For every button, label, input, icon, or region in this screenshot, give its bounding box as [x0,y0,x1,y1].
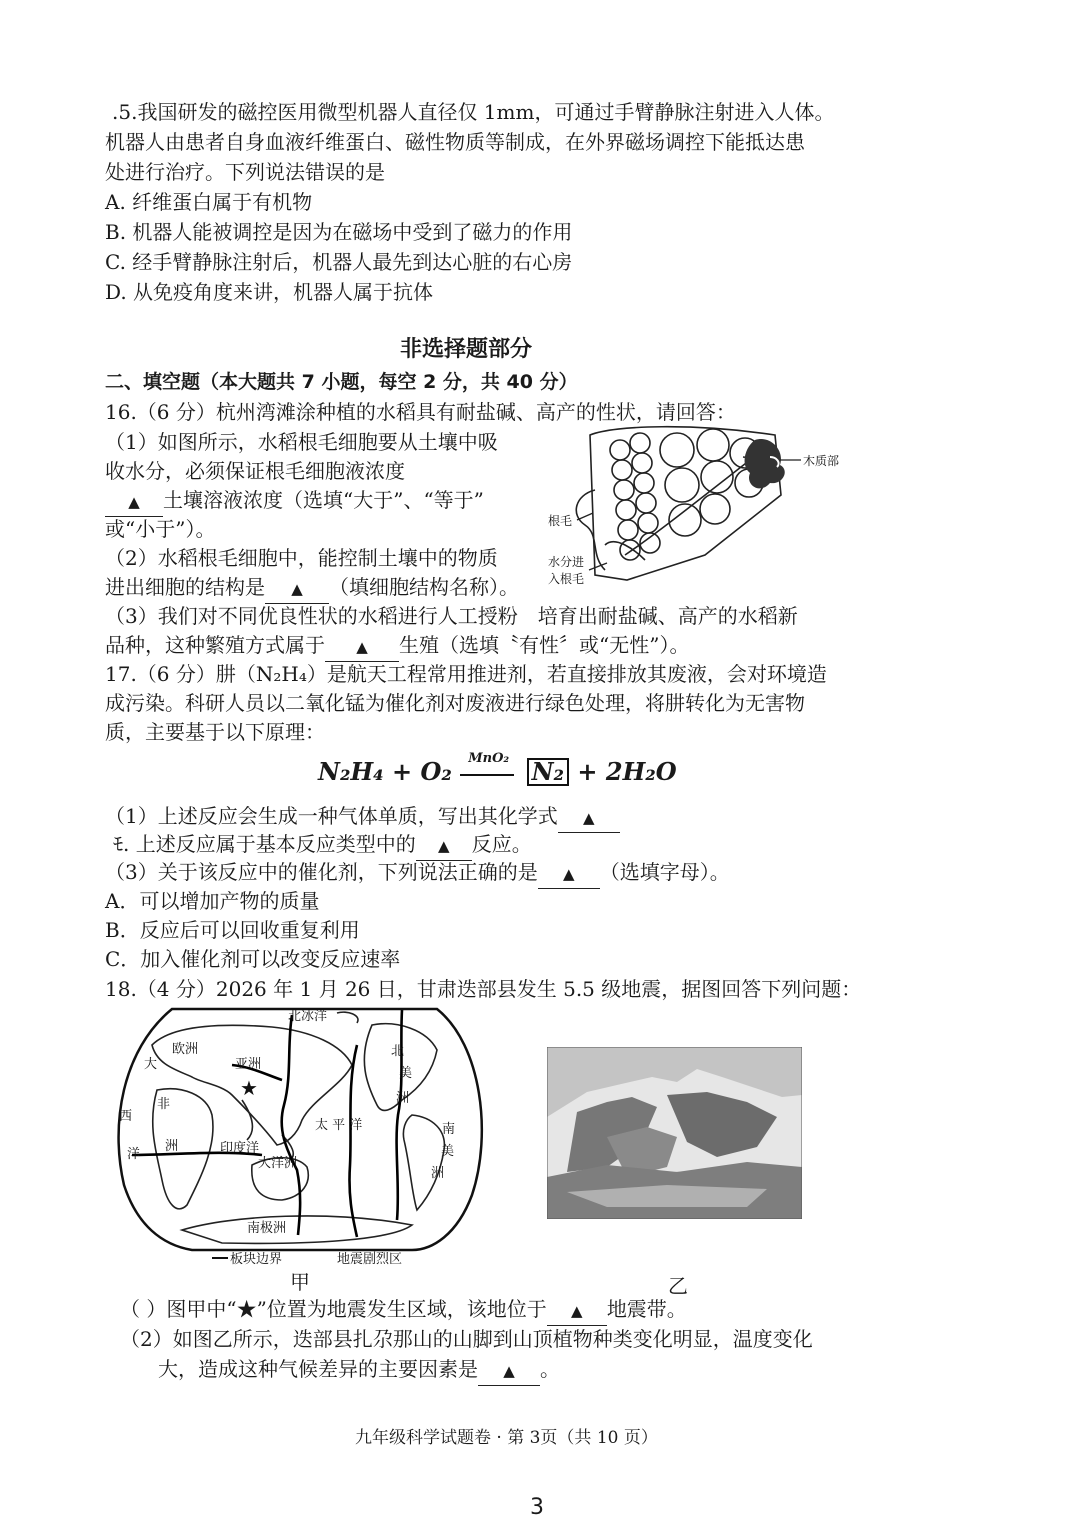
map-label-indian: 印度洋 [220,1141,260,1156]
q16-part2-line1: （2）水稻根毛细胞中，能控制土壤中的物质 [105,546,498,570]
map-label-arctic: 北冰洋 [288,1009,328,1024]
map-label-oceania: 大洋洲 [258,1156,298,1171]
map-label-pacific: 太 平 洋 [315,1118,363,1133]
map-label-na-2: 美 [399,1066,413,1081]
q17-option-b: B．反应后可以回收重复利用 [105,918,360,942]
q16-part1-line3: ▲ 土壤溶液浓度（选填“大于”、“等于” [105,486,484,517]
map-label-atlantic-2: 洋 [127,1147,141,1162]
epicenter-star-icon: ★ [240,1076,258,1100]
q18-stem: 18.（4 分）2026 年 1 月 26 日，甘肃迭部县发生 5.5 级地震，据图回答下列问题： [105,977,862,1001]
q17-line-2: 成污染。科研人员以二氧化锰为催化剂对废液进行绿色处理，将肼转化为无害物 [105,691,805,715]
q16-part1-line4: 或“小于”）。 [105,517,216,541]
q17-option-a: A．可以增加产物的质量 [105,889,320,913]
q16-part3-line1: （3）我们对不同优良性状的水稻进行人工授粉 培育出耐盐碱、高产的水稻新 [105,604,798,628]
q18-part2-line1: （2）如图乙所示，迭部县扎尕那山的山脚到山顶植物种类变化明显，温度变化 [120,1327,813,1351]
caption-yi: 乙 [668,1274,688,1298]
q17-part2: ﾓ. 上述反应属于基本反应类型中的 ▲ 反应。 [113,830,532,861]
legend-quake-zone: 地震剧烈区 [337,1252,403,1267]
map-label-africa-2: 洲 [165,1139,179,1154]
water-entry-label-2: 入根毛 [548,572,585,586]
map-label-sa-1: 南 [442,1122,456,1137]
answer-blank[interactable]: ▲ [265,573,329,604]
q16-part1-line1: （1）如图所示，水稻根毛细胞要从土壤中吸 [105,430,498,454]
q15-option-d: D. 从免疫角度来讲，机器人属于抗体 [105,280,434,304]
map-label-da: 大 [144,1057,158,1072]
answer-blank[interactable]: ▲ [416,830,472,861]
root-hair-figure [545,405,855,590]
answer-blank[interactable]: ▲ [558,802,620,833]
q17-part3: （3）关于该反应中的催化剂，下列说法正确的是 ▲ （选填字母）。 [105,858,730,889]
water-entry-label-1: 水分进 [548,555,585,569]
answer-blank[interactable]: ▲ [547,1295,607,1326]
map-label-atlantic-1: 西 [119,1109,133,1124]
q15-option-c: C. 经手臂静脉注射后，机器人最先到达心脏的右心房 [105,250,573,274]
map-label-na-1: 北 [391,1044,405,1059]
q17-part1: （1）上述反应会生成一种气体单质，写出其化学式 ▲ [105,802,620,833]
product-box: N₂ [527,758,569,786]
answer-blank[interactable]: ▲ [478,1355,540,1386]
map-label-europe: 欧洲 [172,1042,199,1057]
legend-plate-boundary: 板块边界 [230,1252,283,1267]
map-label-antarctica: 南极洲 [247,1221,287,1236]
world-plate-map [112,1005,497,1267]
xylem-label: 木质部 [803,454,840,468]
map-label-na-3: 洲 [396,1091,410,1106]
q17-line-1: 17.（6 分）肼（N₂H₄）是航天工程常用推进剂，若直接排放其废液，会对环境造 [105,662,827,686]
q15-option-a: A. 纤维蛋白属于有机物 [105,190,313,214]
q17-option-c: C．加入催化剂可以改变反应速率 [105,947,401,971]
q18-part1: （ ）图甲中“★”位置为地震发生区域，该地位于 ▲ 地震带。 [120,1295,687,1326]
page-footer: 九年级科学试题卷 · 第 3页（共 10 页） [355,1428,658,1448]
q15-line-2: 机器人由患者自身血液纤维蛋白、磁性物质等制成，在外界磁场调控下能抵达患 [105,130,805,154]
catalyst-arrow: MnO₂ [460,757,518,786]
q18-part2-line2: 大，造成这种气候差异的主要因素是 ▲ 。 [158,1355,560,1386]
q16-part1-line2: 收水分，必须保证根毛细胞液浓度 [105,459,405,483]
map-label-sa-2: 美 [441,1144,455,1159]
q15-line-3: 处进行治疗。下列说法错误的是 [105,160,385,184]
answer-blank[interactable]: ▲ [325,631,399,662]
map-label-africa-1: 非 [157,1097,171,1112]
q15-option-b: B. 机器人能被调控是因为在磁场中受到了磁力的作用 [105,220,573,244]
answer-blank[interactable]: ▲ [105,486,163,517]
page-number: 3 [530,1495,544,1520]
caption-jia: 甲 [290,1270,310,1294]
q16-part3-line2: 品种，这种繁殖方式属于 ▲ 生殖（选填〝有性〞或“无性”）。 [105,631,689,662]
mountain-photo [547,1047,802,1219]
root-hair-label: 根毛 [548,514,573,528]
section-title: 非选择题部分 [400,337,533,362]
reaction-equation: N₂H₄ + O₂ MnO₂ N₂ + 2H₂O [318,751,677,786]
map-label-asia: 亚洲 [235,1057,262,1072]
answer-blank[interactable]: ▲ [538,858,600,889]
q17-line-3: 质，主要基于以下原理： [105,720,325,744]
section-subtitle: 二、填空题（本大题共 7 小题，每空 2 分，共 40 分） [105,371,578,393]
q16-stem: 16.（6 分）杭州湾滩涂种植的水稻具有耐盐碱、高产的性状，请回答： [105,400,736,424]
q15-line-1: .5.我国研发的磁控医用微型机器人直径仅 1mm，可通过手臂静脉注射进入人体。 [112,100,835,124]
q16-part2-line2: 进出细胞的结构是 ▲ （填细胞结构名称）。 [105,573,519,604]
map-label-sa-3: 洲 [431,1166,445,1181]
